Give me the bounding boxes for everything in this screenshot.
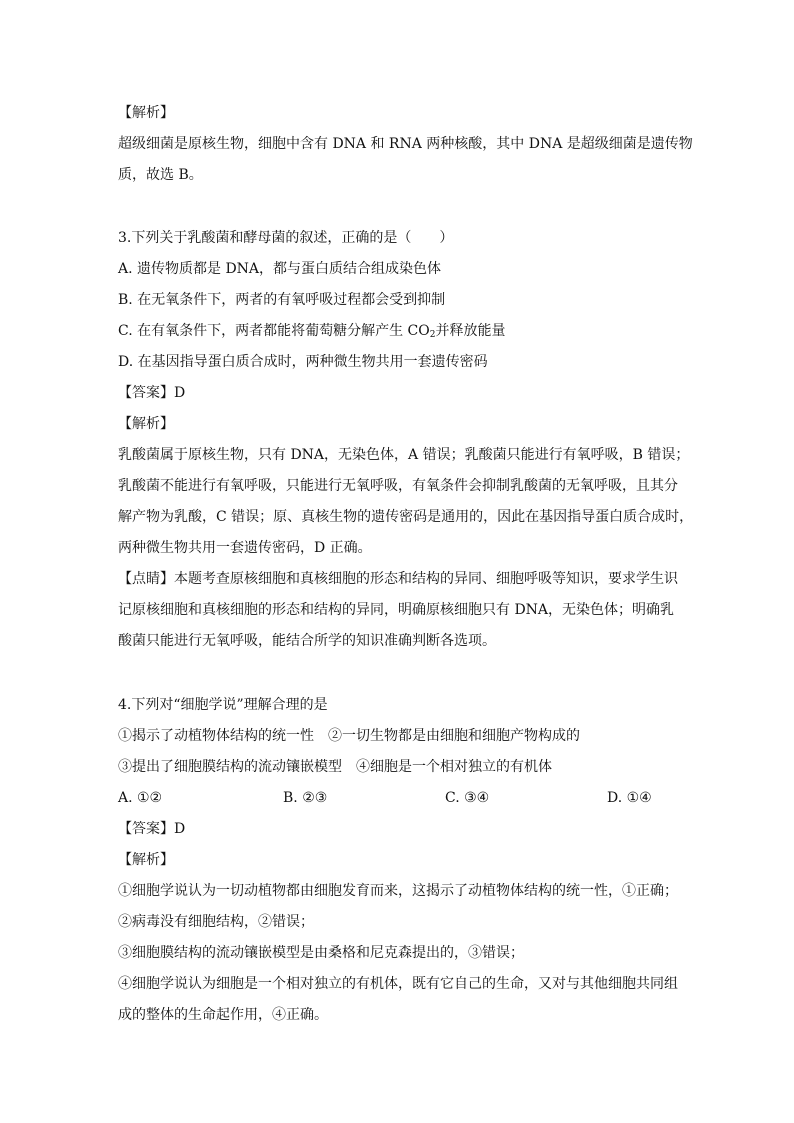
prev-analysis-line-2: 质，故选 B。 [118, 167, 203, 183]
q3-comment-line-1: 【点睛】本题考查原核细胞和真核细胞的形态和结构的异同、细胞呼吸等知识，要求学生识 [118, 571, 678, 587]
prev-analysis-line-1: 超级细菌是原核生物，细胞中含有 DNA 和 RNA 两种核酸，其中 DNA 是超级细菌是遗传物 [118, 136, 693, 152]
q3-analysis-line-4: 两种微生物共用一套遗传密码，D 正确。 [118, 540, 372, 556]
q3-option-b: B. 在无氧条件下，两者的有氧呼吸过程都会受到抑制 [118, 292, 446, 308]
q4-answer: 【答案】D [118, 821, 186, 837]
q4-option-a: A. ①② [118, 790, 163, 806]
q4-analysis-label: 【解析】 [118, 852, 174, 868]
q3-analysis-line-2: 乳酸菌不能进行有氧呼吸，只能进行无氧呼吸，有氧条件会抑制乳酸菌的无氧呼吸，且其分 [118, 478, 678, 494]
q3-comment-line-3: 酸菌只能进行无氧呼吸，能结合所学的知识准确判断各选项。 [118, 633, 496, 649]
q4-option-d: D. ①④ [607, 790, 652, 806]
q3-option-d: D. 在基因指导蛋白质合成时，两种微生物共用一套遗传密码 [118, 354, 488, 370]
q3-comment-line-2: 记原核细胞和真核细胞的形态和结构的异同，明确原核细胞只有 DNA，无染色体；明确乳 [118, 602, 675, 618]
q4-option-c: C. ③④ [445, 790, 490, 806]
q3-stem: 3.下列关于乳酸菌和酵母菌的叙述，正确的是（ ） [118, 230, 454, 246]
q3-option-c-subscript: 2 [429, 330, 436, 340]
q3-answer: 【答案】D [118, 385, 186, 401]
q3-analysis-line-1: 乳酸菌属于原核生物，只有 DNA，无染色体，A 错误；乳酸菌只能进行有氧呼吸，B 错误； [118, 447, 690, 463]
q3-option-c-tail: 并释放能量 [435, 323, 506, 339]
q4-analysis-line-2: ②病毒没有细胞结构，②错误； [118, 914, 314, 930]
q4-option-b: B. ②③ [283, 790, 328, 806]
q3-analysis-label: 【解析】 [118, 416, 174, 432]
q4-analysis-line-1: ①细胞学说认为一切动植物都由细胞发育而来，这揭示了动植物体结构的统一性，①正确； [118, 883, 678, 899]
q4-analysis-line-4: ④细胞学说认为细胞是一个相对独立的有机体，既有它自己的生命，又对与其他细胞共同组 [118, 976, 678, 992]
q3-analysis-line-3: 解产物为乳酸，C 错误；原、真核生物的遗传密码是通用的，因此在基因指导蛋白质合成时， [118, 509, 694, 525]
q4-statements-1: ①揭示了动植物体结构的统一性 ②一切生物都是由细胞和细胞产物构成的 [118, 728, 580, 744]
q3-option-a: A. 遗传物质都是 DNA，都与蛋白质结合组成染色体 [118, 261, 442, 277]
prev-analysis-label: 【解析】 [118, 105, 174, 121]
q3-option-c [118, 321, 506, 341]
q4-analysis-line-3: ③细胞膜结构的流动镶嵌模型是由桑格和尼克森提出的，③错误； [118, 945, 524, 961]
q4-analysis-line-5: 成的整体的生命起作用，④正确。 [118, 1007, 328, 1023]
q4-statements-2: ③提出了细胞膜结构的流动镶嵌模型 ④细胞是一个相对独立的有机体 [118, 759, 552, 775]
q4-stem: 4.下列对“细胞学说”理解合理的是 [118, 697, 328, 713]
q3-option-c-text: C. 在有氧条件下，两者都能将葡萄糖分解产生 CO [118, 323, 430, 339]
